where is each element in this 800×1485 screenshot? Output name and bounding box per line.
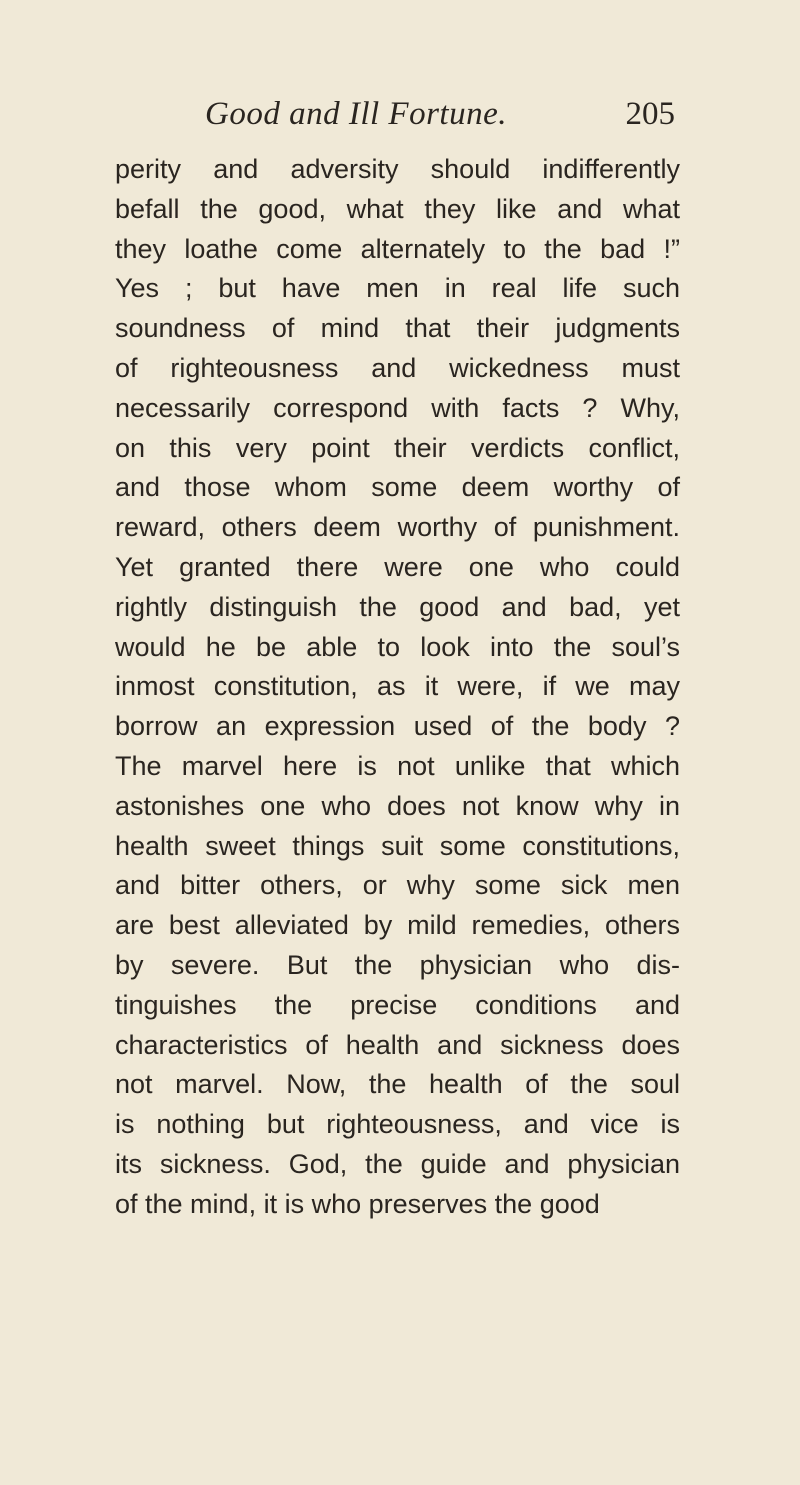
text-line: borrow an expression used of the body ? — [115, 711, 680, 742]
text-line: by severe. But the physician who dis- — [115, 949, 680, 980]
text-line: rightly distinguish the good and bad, yet — [115, 591, 680, 622]
text-line: are best alleviated by mild remedies, others — [115, 910, 680, 941]
text-line: Yet granted there were one who could — [115, 551, 680, 582]
text-line: and bitter others, or why some sick men — [115, 870, 680, 901]
text-line: they loathe come alternately to the bad !” — [115, 233, 680, 264]
text-line: astonishes one who does not know why in — [115, 790, 680, 821]
text-line: tinguishes the precise conditions and — [115, 989, 680, 1020]
text-line: would he be able to look into the soul’s — [115, 631, 680, 662]
text-line: its sickness. God, the guide and physician — [115, 1148, 680, 1179]
running-head — [205, 96, 675, 146]
text-line: characteristics of health and sickness does — [115, 1029, 680, 1060]
text-line: befall the good, what they like and what — [115, 193, 680, 224]
text-line: health sweet things suit some constitutions, — [115, 830, 680, 861]
text-line: reward, others deem worthy of punishment. — [115, 512, 680, 543]
text-line: is nothing but righteousness, and vice is — [115, 1109, 680, 1140]
text-line: necessarily correspond with facts ? Why, — [115, 392, 680, 423]
text-line: on this very point their verdicts conflict, — [115, 432, 680, 463]
text-line: perity and adversity should indifferently — [115, 154, 680, 184]
text-line: not marvel. Now, the health of the soul — [115, 1069, 680, 1100]
running-title: Good and Ill Fortune. — [205, 96, 507, 132]
text-line: Yes ; but have men in real life such — [115, 273, 680, 304]
body-text — [115, 150, 680, 1225]
text-line: soundness of mind that their judgments — [115, 313, 680, 344]
text-line: of righteousness and wickedness must — [115, 352, 680, 383]
page-number: 205 — [625, 96, 675, 132]
text-line: and those whom some deem worthy of — [115, 472, 680, 503]
text-line: of the mind, it is who preserves the good — [115, 1188, 600, 1219]
text-line: inmost constitution, as it were, if we may — [115, 671, 680, 702]
text-line: The marvel here is not unlike that which — [115, 750, 680, 781]
